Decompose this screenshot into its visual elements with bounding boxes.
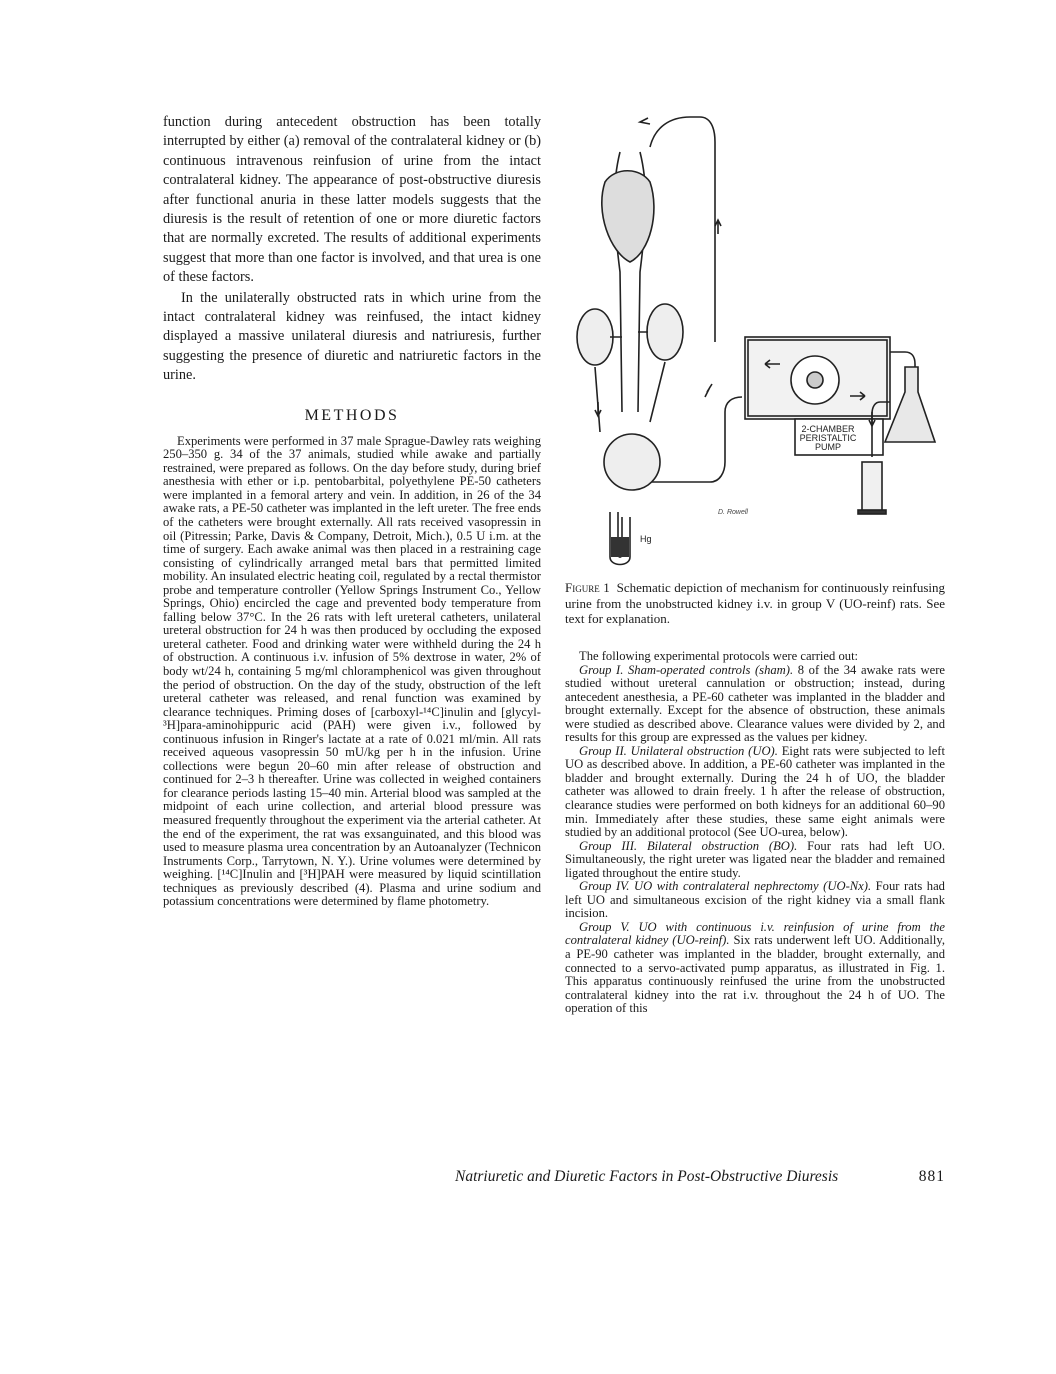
graduated-cylinder bbox=[862, 462, 882, 512]
figure-caption bbox=[565, 580, 945, 627]
right-kidney bbox=[647, 304, 683, 360]
pump-label-line-1: 2-CHAMBER bbox=[801, 424, 855, 434]
group-5-title: Group V. UO with continuous i.v. reinfusion of urine from the contralateral kidney (UO-reinf). bbox=[565, 919, 945, 948]
group-1-title: Group I. Sham-operated controls (sham). bbox=[579, 662, 794, 677]
intro-paragraph-1: function during antecedent obstruction has been totally interrupted by either (a) removal of the contralateral kidney or (b) continuous intravenous reinfusion of urine from the intact contralateral kidney. The appearance of post-obstructive diuresis after functional anuria in these latter models suggests that the diuresis is the result of retention of one or more diuretic factors that are normally excreted. The results of additional experiments suggest that more than one factor is involved, and that urea is one of these factors. bbox=[163, 114, 541, 286]
ureter-tube bbox=[595, 362, 665, 432]
group-3-paragraph bbox=[565, 840, 945, 881]
right-column bbox=[565, 650, 945, 1016]
heart-shape bbox=[602, 171, 654, 262]
up-arrow-icon bbox=[715, 220, 721, 234]
group-2-title: Group II. Unilateral obstruction (UO). bbox=[579, 743, 778, 758]
bladder bbox=[604, 434, 660, 490]
figure-caption-text: Schematic depiction of mechanism for continuously reinfusing urine from the unobstructed kidney i.v. in group V (UO-reinf) rats. See text for explanation. bbox=[565, 580, 946, 627]
top-arrow-icon bbox=[640, 118, 650, 124]
group-4-paragraph bbox=[565, 880, 945, 921]
group-3-text: Four rats had left UO. Simultaneously, the right ureter was ligated near the bladder and remained ligated throughout the entire study. bbox=[565, 838, 945, 880]
protocols-intro: The following experimental protocols were carried out: bbox=[579, 649, 859, 663]
intro-paragraph-2: In the unilaterally obstructed rats in which urine from the intact contralateral kidney was reinfused, the intact kidney displayed a massive unilateral diuresis and natriuresis, further suggesting the presence of diuretic and natriuretic factors in the urine. bbox=[163, 289, 541, 384]
bladder-to-pump-tube bbox=[652, 397, 742, 482]
page-number: 881 bbox=[918, 1168, 945, 1185]
group-3-title: Group III. Bilateral obstruction (BO). bbox=[579, 838, 798, 853]
left-column bbox=[163, 113, 541, 909]
methods-heading: METHODS bbox=[304, 406, 400, 424]
figure-1-schematic bbox=[560, 112, 945, 572]
pump-label-line-2: PERISTALTIC bbox=[799, 433, 857, 443]
group-1-paragraph bbox=[565, 664, 945, 745]
methods-paragraph: Experiments were performed in 37 male Sprague-Dawley rats weighing 250–350 g. 34 of the 37 animals, studied while awake and partially restrained, were prepared as follows. On the day before study, during brief anesthesia with ether or i.p. pentobarbital, polyethylene PE-50 catheters were implanted in a femoral artery and vein. In addition, in 26 of the 34 awake rats, a PE-50 catheter was implanted in the left ureter. The free ends of the catheters were brought externally. All rats received vasopressin in oil (Pitressin; Parke, Davis & Company, Detroit, Mich.), 0.5 U i.m. at the time of surgery. Each awake animal was then placed in a restraining cage consisting of cylindrically arranged metal bars that permitted limited mobility. An insulated electric heating coil, regulated by a rectal thermistor probe and temperature controller (Yellow Springs Instrument Co., Yellow Springs, Ohio) encircled the cage and prevented body temperature from falling below 37°C. In the 26 rats with left ureteral catheters, unilateral ureteral obstruction for 24 h was then produced by occluding the exposed ureteral catheter. Food and drinking water were withheld during the 24 h of obstruction. A continuous i.v. infusion of 5% dextrose in water, 2% of body wt/24 h, containing 5 mg/ml chloramphenicol was given throughout the period of obstruction. On the day of the study, obstruction of the left ureteral catheter was released, and renal function was examined by clearance techniques. Priming doses of [carboxyl-¹⁴C]inulin and [glycyl-³H]para-aminohippuric acid (PAH) were given i.v., followed by continuous infusion in Ringer's lactate at a rate of 0.021 ml/min. All rats received aqueous vasopressin 50 mU/kg per h in the infusion. Urine collections were begun 20–60 min after release of obstruction and continued for 2–3 h thereafter. Urine was collected in weighed containers for clearance periods lasting 15–40 min. Arterial blood was sampled at the midpoint of each urine collection, and arterial blood pressure was measured frequently throughout the experiment via the arterial catheter. At the end of the experiment, the rat was exsanguinated, and this blood was used to measure plasma urea concentration by an Autoanalyzer (Technicon Instruments Corp., Tarrytown, N. Y.). Urine volumes were determined by weighing. [¹⁴C]Inulin and [³H]PAH were measured by liquid scintillation techniques as previously described (4). Plasma and urine sodium and potassium concentrations were determined by flame photometry. bbox=[163, 433, 541, 909]
page-footer bbox=[455, 1168, 945, 1186]
figure-caption-label: Figure 1 bbox=[565, 580, 610, 595]
running-title: Natriuretic and Diuretic Factors in Post-Obstructive Diuresis bbox=[455, 1168, 839, 1185]
flask bbox=[885, 367, 935, 442]
hg-label: Hg bbox=[640, 534, 652, 544]
pump-label-line-3: PUMP bbox=[814, 442, 842, 452]
artist-signature: D. Rowell bbox=[718, 509, 748, 516]
group-4-title: Group IV. UO with contralateral nephrectomy (UO-Nx). bbox=[579, 879, 872, 894]
group-2-text: Eight rats were subjected to left UO as described above. In addition, a PE-60 catheter was implanted in the bladder and brought externally. During the 24 h of UO, the bladder catheter was allowed to drain freely. 1 h after the release of obstruction, clearance studies were performed on both kidneys for an additional 60–90 min. Immediately after these studies, these same eight animals were studied by an additional protocol (See UO-urea, below). bbox=[565, 743, 945, 840]
tube-arrow-icon bbox=[705, 384, 712, 397]
group-5-paragraph bbox=[565, 921, 945, 1016]
group-4-text: Four rats had left UO and simultaneous excision of the right kidney via a small flank incision. bbox=[565, 879, 945, 921]
group-5-text: Six rats underwent left UO. Additionally, a PE-90 catheter was implanted in the bladder, brought externally, and connected to a servo-activated pump apparatus, as illustrated in Fig. 1. This apparatus continuously reinfused the urine from the unobstructed contralateral kidney into the rat i.v. throughout the 24 h of UO. The operation of this bbox=[565, 933, 945, 1016]
left-kidney bbox=[577, 309, 613, 365]
group-1-text: 8 of the 34 awake rats were studied without ureteral cannulation or obstruction; instead, during antecedent anesthesia, a PE-60 catheter was implanted in the bladder and brought externally. Except for the absence of obstruction, these animals were studied as described above. Clearance values were divided by 2, and results for this group are expressed as the values per kidney. bbox=[565, 662, 945, 745]
group-2-paragraph bbox=[565, 745, 945, 840]
down-arrow-left-icon bbox=[595, 402, 601, 416]
